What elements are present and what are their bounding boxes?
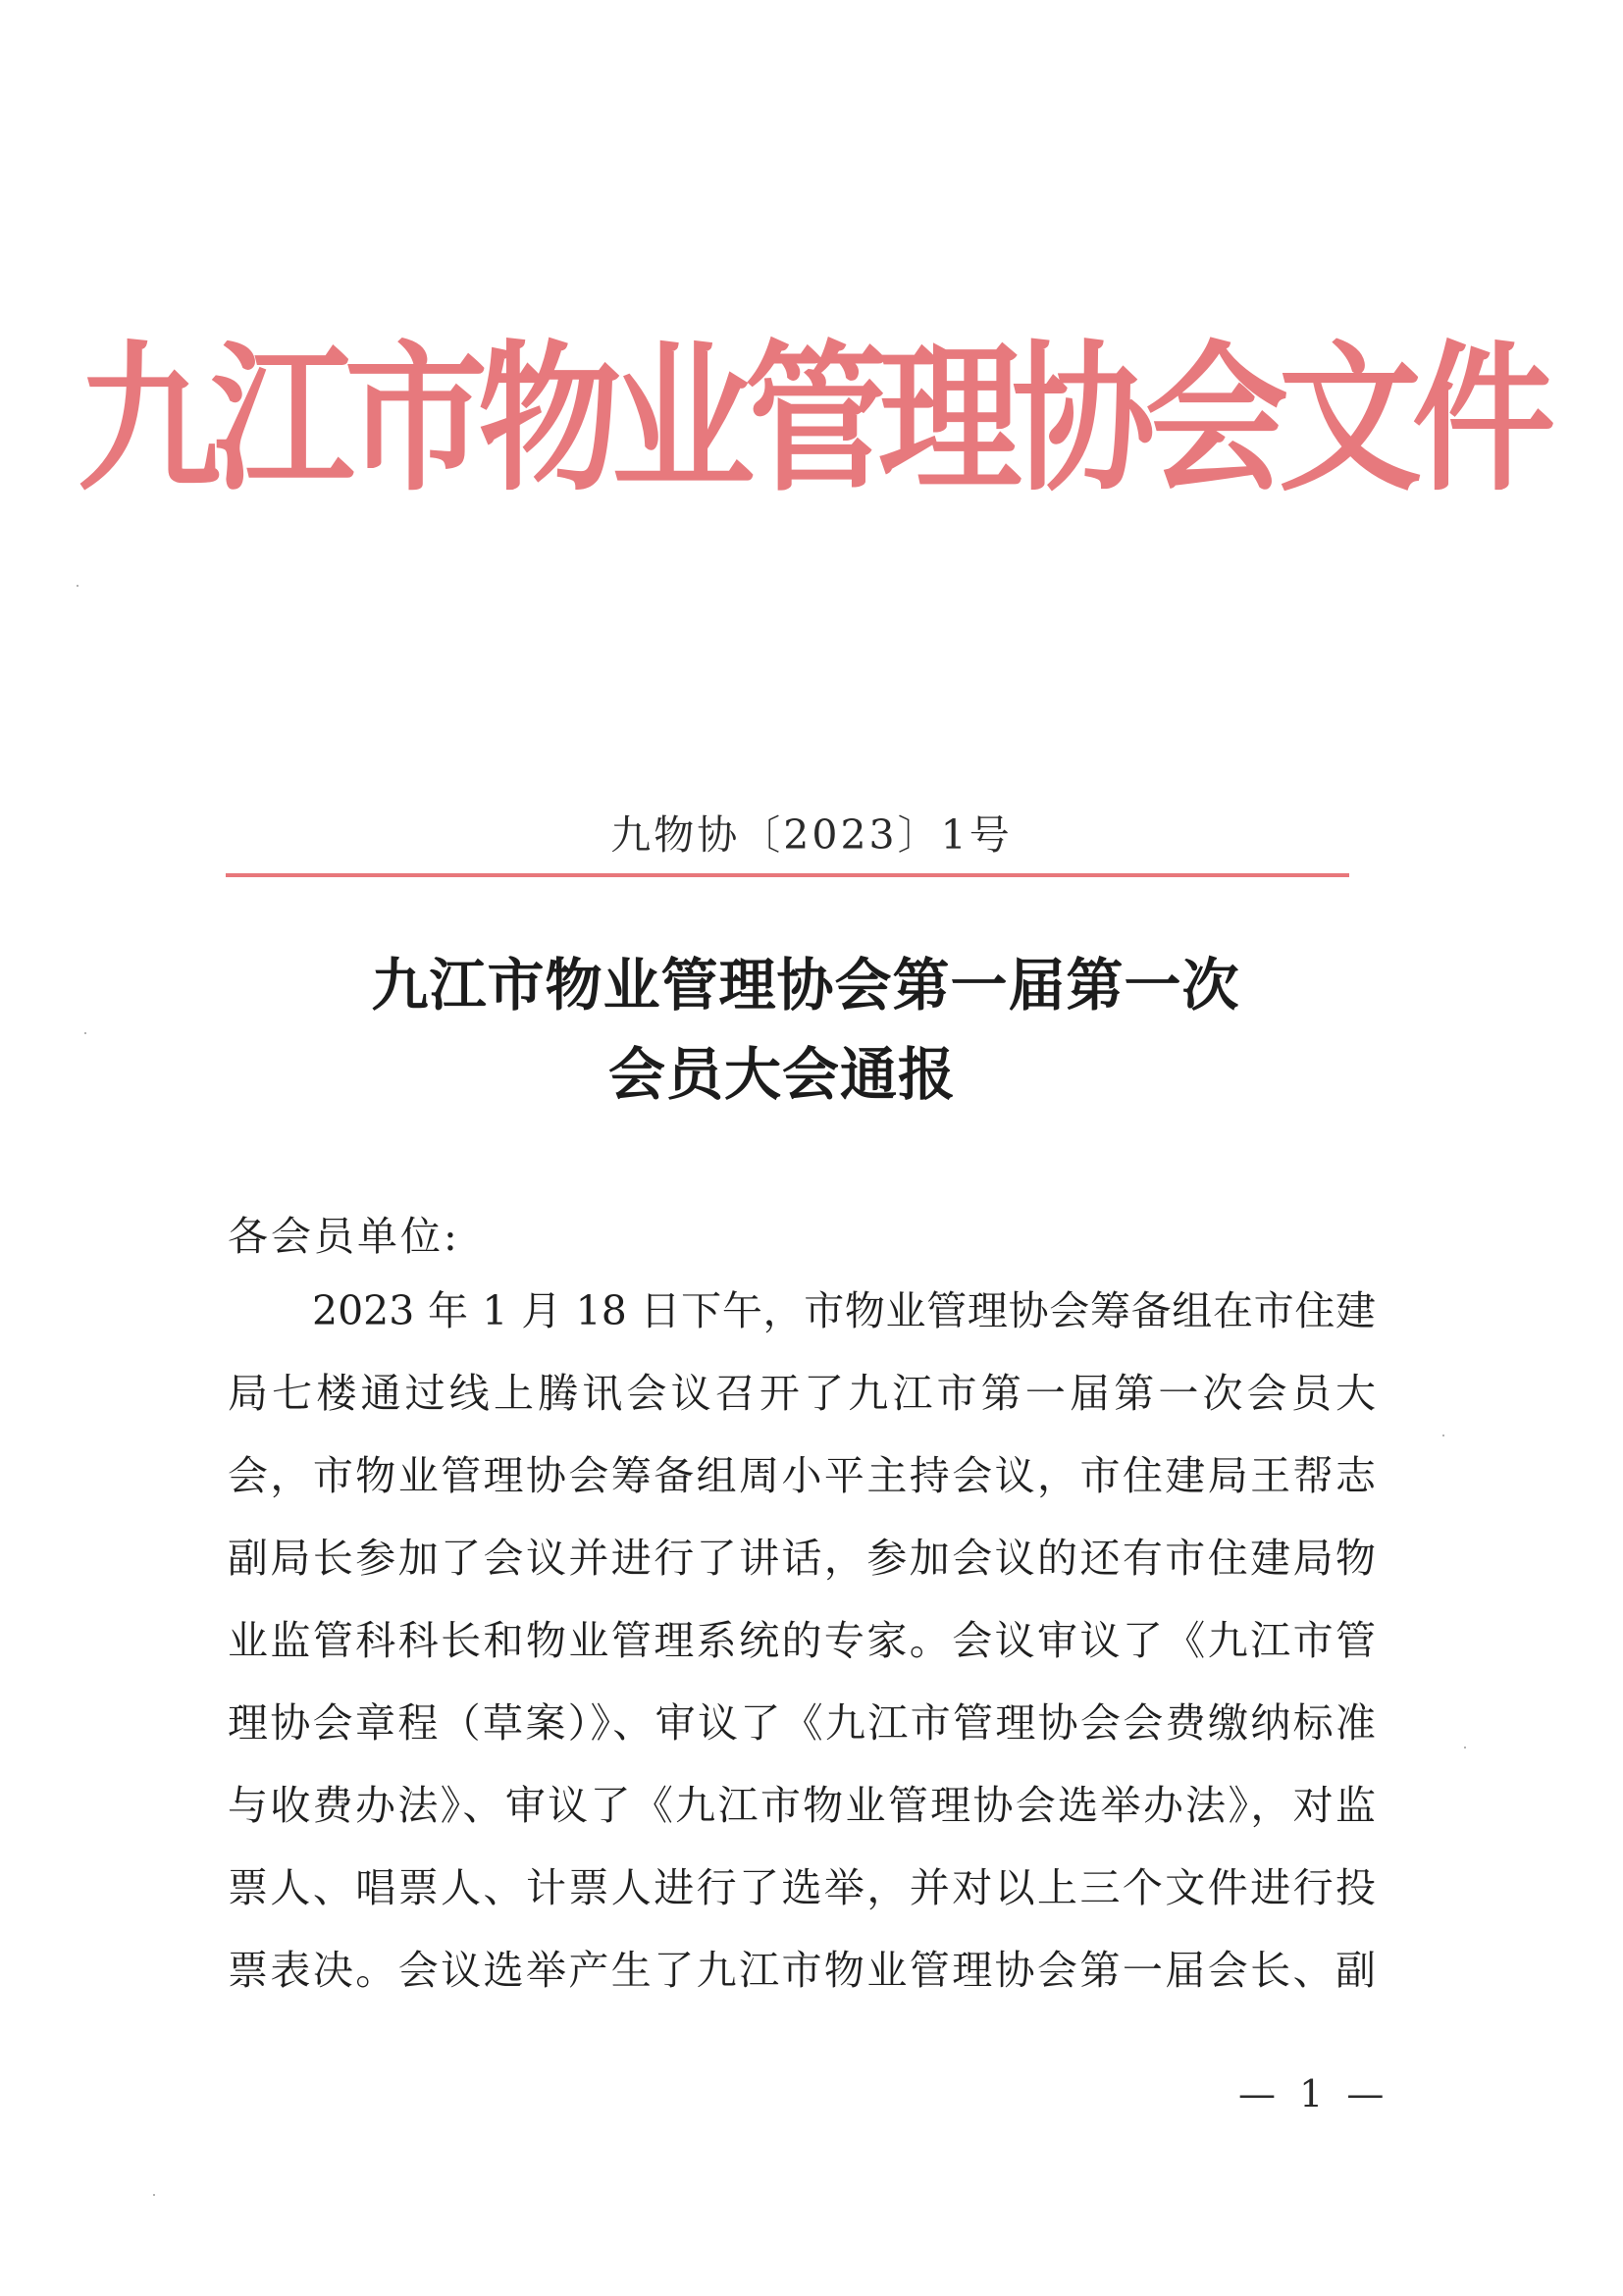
body-text-line: 会，市物业管理协会筹备组周小平主持会议，市住建局王帮志 xyxy=(228,1452,1376,1499)
body-text-line: 副局长参加了会议并进行了讲话，参加会议的还有市住建局物 xyxy=(228,1535,1376,1582)
body-text-line: 与收费办法》、审议了《九江市物业管理协会选举办法》，对监 xyxy=(228,1782,1376,1829)
scan-speck xyxy=(1464,1747,1466,1748)
body-text-line: 2023 年 1 月 18 日下午，市物业管理协会筹备组在市住建 xyxy=(312,1287,1376,1334)
document-number: 九物协〔2023〕1号 xyxy=(610,811,1013,859)
salutation: 各会员单位: xyxy=(228,1213,460,1260)
notice-title-line-1: 九江市物业管理协会第一届第一次 xyxy=(371,952,1240,1018)
scan-speck xyxy=(153,2194,155,2196)
masthead-title: 九江市物业管理协会文件 xyxy=(78,325,1545,514)
body-text-line: 理协会章程（草案）》、审议了《九江市管理协会会费缴纳标准 xyxy=(228,1699,1376,1747)
body-text-line: 业监管科科长和物业管理系统的专家。会议审议了《九江市管 xyxy=(228,1617,1376,1664)
body-text-line: 票表决。会议选举产生了九江市物业管理协会第一届会长、副 xyxy=(228,1947,1376,1994)
scan-speck xyxy=(1442,1435,1444,1436)
scan-speck xyxy=(84,1032,86,1034)
notice-title-line-2: 会员大会通报 xyxy=(607,1041,956,1108)
page-number: — 1 — xyxy=(1238,2072,1390,2115)
body-text-line: 票人、唱票人、计票人进行了选举，并对以上三个文件进行投 xyxy=(228,1864,1376,1911)
body-text-line: 局七楼通过线上腾讯会议召开了九江市第一届第一次会员大 xyxy=(228,1370,1376,1417)
red-separator-line xyxy=(226,873,1349,877)
scan-speck xyxy=(77,585,79,587)
